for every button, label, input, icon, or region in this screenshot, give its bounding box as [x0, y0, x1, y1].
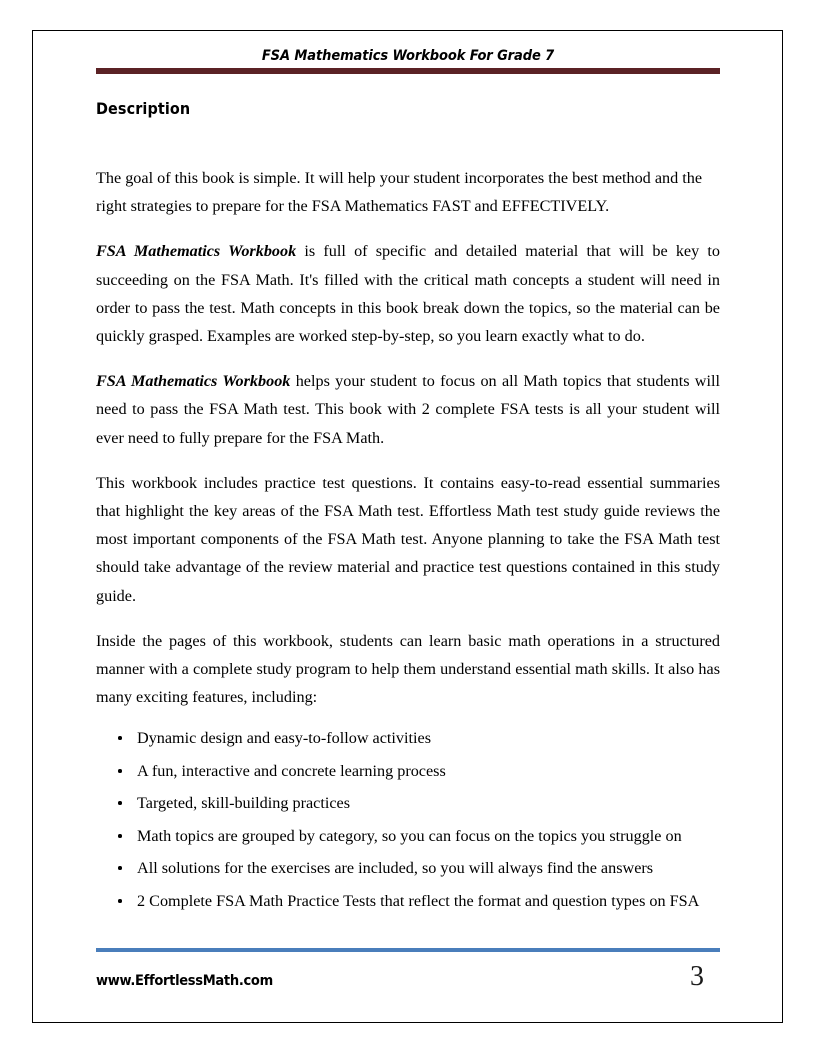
list-item-label: All solutions for the exercises are included, so you will always find the answers [137, 859, 654, 878]
body-paragraph [96, 627, 720, 712]
bullet-dot-icon [118, 736, 122, 740]
paragraph-list [96, 164, 720, 711]
bullet-dot-icon [118, 866, 122, 870]
footer-page-number: 3 [690, 961, 704, 992]
list-item [96, 891, 720, 911]
bullet-dot-icon [118, 801, 122, 805]
list-item [96, 826, 720, 846]
list-item-label: A fun, interactive and concrete learning process [137, 761, 446, 780]
list-item [96, 858, 720, 878]
footer-website-text: www.EffortlessMath.com [96, 973, 273, 989]
bullet-dot-icon [118, 769, 122, 773]
list-item [96, 761, 720, 781]
paragraph-text: The goal of this book is simple. It will help your student incorporates the best method and the right strategies to prepare for the FSA Mathematics FAST and EFFECTIVELY. [96, 169, 703, 216]
section-heading-description: Description [96, 99, 191, 118]
body-paragraph [96, 237, 720, 350]
list-item [96, 793, 720, 813]
list-item-label: Targeted, skill-building practices [137, 794, 350, 813]
emphasized-book-title: FSA Mathematics Workbook [96, 242, 297, 261]
list-item-label: 2 Complete FSA Math Practice Tests that reflect the format and question types on FSA [137, 891, 700, 910]
list-item-label: Dynamic design and easy-to-follow activities [137, 729, 431, 748]
body-paragraph [96, 469, 720, 610]
bullet-dot-icon [118, 834, 122, 838]
paragraph-text: is full of specific and detailed material that will be key to succeeding on the FSA Math. It's filled with the critical math concepts a student will need in order to pass the test. Math concepts in this book break down the topics, so the material can be quickly grasped. Examples are worked step-by-step, so you learn exactly what to do. [96, 242, 720, 346]
document-page [32, 30, 783, 1023]
emphasized-book-title: FSA Mathematics Workbook [96, 372, 291, 391]
paragraph-text: helps your student to focus on all Math topics that students will need to pass the FSA Math test. This book with 2 complete FSA tests is all your student will ever need to fully prepare for the FSA Math. [96, 372, 720, 447]
page-content-column [96, 31, 720, 1022]
paragraph-text: Inside the pages of this workbook, students can learn basic math operations in a structured manner with a complete study program to help them understand essential math skills. It also has many exciting features, including: [96, 631, 720, 707]
body-paragraph [96, 164, 720, 220]
body-text-block [96, 164, 720, 923]
bullet-dot-icon [118, 899, 122, 903]
header-divider-rule [96, 68, 720, 74]
features-bullet-list [96, 728, 720, 911]
paragraph-text: This workbook includes practice test questions. It contains easy-to-read essential summaries that highlight the key areas of the FSA Math test. Effortless Math test study guide reviews the most important components of the FSA Math test. Anyone planning to take the FSA Math test should take advantage of the review material and practice test questions contained in this study guide. [96, 473, 720, 605]
footer-divider-rule [96, 948, 720, 952]
list-item [96, 728, 720, 748]
list-item-label: Math topics are grouped by category, so you can focus on the topics you struggle on [137, 826, 682, 845]
page-header-title: FSA Mathematics Workbook For Grade 7 [261, 48, 555, 64]
body-paragraph [96, 367, 720, 452]
